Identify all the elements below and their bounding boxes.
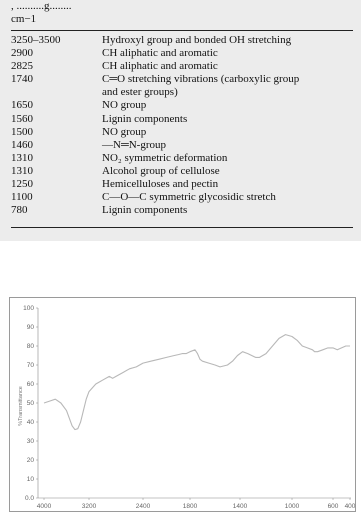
table-row bbox=[11, 191, 356, 204]
ftir-spectrum-figure bbox=[9, 297, 356, 512]
x-tick-label: 600 bbox=[327, 503, 339, 510]
y-tick-label: 70 bbox=[26, 362, 34, 369]
wavenumber-cell: 1250 bbox=[11, 178, 33, 191]
assignment-cell: Lignin components bbox=[102, 112, 188, 125]
y-tick-label: 90 bbox=[26, 324, 34, 331]
table-row bbox=[11, 99, 356, 112]
assignment-cell: CH aliphatic and aromatic bbox=[102, 60, 218, 73]
table-row bbox=[11, 60, 356, 73]
x-tick-label: 3200 bbox=[81, 503, 97, 510]
y-tick-label: 50 bbox=[26, 400, 34, 407]
table-row bbox=[11, 165, 356, 178]
x-tick-label: 4000 bbox=[36, 503, 52, 510]
assignment-cell: Lignin components bbox=[102, 204, 188, 217]
table-row bbox=[11, 126, 356, 139]
wavenumber-cell: 1310 bbox=[11, 151, 33, 164]
table-panel bbox=[0, 0, 361, 241]
table-row bbox=[11, 86, 356, 99]
assignment-cell: CH aliphatic and aromatic bbox=[102, 47, 218, 60]
assignment-cell: Hydroxyl group and bonded OH stretching bbox=[102, 34, 292, 46]
wavenumber-cell: 1310 bbox=[11, 164, 33, 177]
assignment-cell: Alcohol group of cellulose bbox=[102, 164, 220, 177]
y-tick-label: 100 bbox=[23, 305, 34, 312]
assignment-cell: and ester groups) bbox=[102, 86, 178, 99]
wavenumber-cell: 2900 bbox=[11, 47, 33, 60]
table-row bbox=[11, 73, 356, 86]
assignment-cell: —N═N-group bbox=[102, 138, 167, 151]
wavenumber-cell: 3250–3500 bbox=[11, 34, 61, 46]
y-tick-label: 0.0 bbox=[24, 495, 34, 502]
y-tick-label: 30 bbox=[26, 438, 34, 445]
ftir-chart bbox=[10, 298, 357, 513]
table-row bbox=[11, 47, 356, 60]
wavenumber-cell: 1740 bbox=[11, 73, 33, 86]
y-tick-label: 20 bbox=[26, 457, 34, 464]
bottom-rule bbox=[11, 227, 353, 228]
table-row bbox=[11, 204, 356, 217]
table-row bbox=[11, 152, 356, 165]
y-tick-label: 10 bbox=[26, 476, 34, 483]
column-header-wavenumber: cm−1 bbox=[11, 13, 37, 25]
assignment-cell: C—O—C symmetric glycosidic stretch bbox=[102, 191, 276, 204]
table-row bbox=[11, 139, 356, 152]
y-tick-label: 40 bbox=[26, 419, 34, 426]
assignment-cell: Hemicelluloses and pectin bbox=[102, 178, 219, 191]
spectrum-line bbox=[44, 335, 350, 430]
y-tick-label: 60 bbox=[26, 381, 34, 388]
wavenumber-cell: 2825 bbox=[11, 60, 33, 73]
table-header bbox=[11, 0, 354, 27]
header-rule bbox=[11, 30, 353, 31]
wavenumber-cell: 1500 bbox=[11, 125, 33, 138]
wavenumber-cell: 780 bbox=[11, 204, 28, 217]
wavenumber-cell: 1460 bbox=[11, 138, 33, 151]
wavenumber-cell: 1100 bbox=[11, 191, 33, 204]
y-tick-label: 80 bbox=[26, 343, 34, 350]
x-tick-label: 1800 bbox=[182, 503, 198, 510]
table-row bbox=[11, 34, 356, 47]
assignment-cell: NO₂ symmetric deformation bbox=[102, 151, 228, 164]
y-axis-label: %Transmittance bbox=[18, 386, 24, 426]
assignment-cell: NO group bbox=[102, 99, 147, 112]
x-tick-label: 1400 bbox=[232, 503, 248, 510]
assignment-cell: C═O stretching vibrations (carboxylic group bbox=[102, 73, 300, 86]
table-body bbox=[11, 34, 356, 217]
header-cropped-text: , ..........g........ bbox=[11, 0, 72, 12]
wavenumber-cell bbox=[11, 86, 102, 99]
table-row bbox=[11, 113, 356, 126]
assignment-cell: NO group bbox=[102, 125, 147, 138]
table-row bbox=[11, 178, 356, 191]
x-tick-label: 1000 bbox=[284, 503, 300, 510]
x-tick-label: 400 bbox=[344, 503, 356, 510]
wavenumber-cell: 1650 bbox=[11, 99, 33, 112]
x-tick-label: 2400 bbox=[135, 503, 151, 510]
wavenumber-cell: 1560 bbox=[11, 112, 33, 125]
